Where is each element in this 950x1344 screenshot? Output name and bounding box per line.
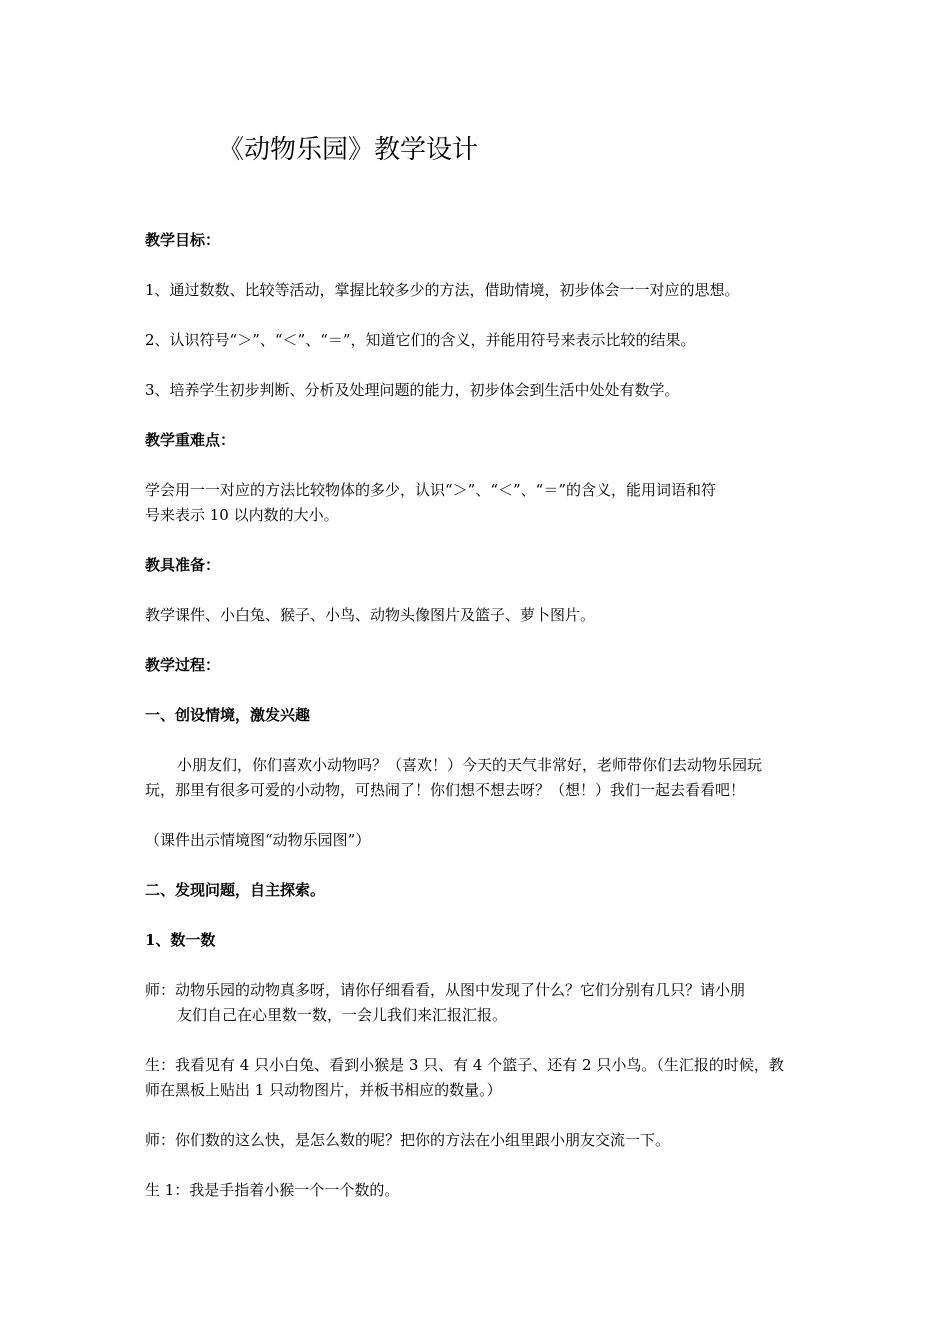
student-line-2: 生 1：我是手指着小猴一个一个数的。 (145, 1181, 400, 1199)
section-1-paragraph-line-1 (145, 753, 810, 778)
student-line-1: 生：我看见有 4 只小白兔、看到小猴是 3 只、有 4 个篮子、还有 2 只小鸟。（生汇报的时候，教 (145, 1056, 784, 1074)
tools-heading: 教具准备： (145, 556, 221, 574)
teacher-line-1-continued-text: 友们自己在心里数一数，一会儿我们来汇报汇报。 (177, 1006, 508, 1024)
key-points-heading: 教学重难点： (145, 431, 236, 449)
section-1-note: （课件出示情境图“动物乐园图”） (145, 831, 371, 849)
goal-item-2: 2、认识符号“＞”、“＜”、“＝”，知道它们的含义，并能用符号来表示比较的结果。 (145, 331, 696, 349)
goals-heading: 教学目标： (145, 231, 221, 249)
section-1-paragraph-line-1-text: 小朋友们，你们喜欢小动物吗？（喜欢！）今天的天气非常好，老师带你们去动物乐园玩 (177, 756, 763, 774)
goal-item-3: 3、培养学生初步判断、分析及处理问题的能力，初步体会到生活中处处有数学。 (145, 381, 680, 399)
section-1-heading: 一、创设情境，激发兴趣 (145, 706, 311, 724)
teacher-line-2: 师：你们数的这么快，是怎么数的呢？把你的方法在小组里跟小朋友交流一下。 (145, 1131, 671, 1149)
teacher-line-1: 师：动物乐园的动物真多呀，请你仔细看看，从图中发现了什么？它们分别有几只？请小朋 (145, 981, 746, 999)
goal-item-1: 1、通过数数、比较等活动，掌握比较多少的方法，借助情境，初步体会一一对应的思想。 (145, 281, 740, 299)
section-2-heading: 二、发现问题，自主探索。 (145, 881, 326, 899)
teacher-line-1-continued (145, 1003, 810, 1028)
key-points-line-2: 号来表示 10 以内数的大小。 (145, 506, 339, 524)
document-title: 《动物乐园》教学设计 (218, 135, 479, 165)
student-line-1-continued: 师在黑板上贴出 1 只动物图片，并板书相应的数量。） (145, 1081, 502, 1099)
process-heading: 教学过程： (145, 656, 221, 674)
section-1-paragraph-line-2: 玩，那里有很多可爱的小动物，可热闹了！你们想不想去呀？（想！）我们一起去看看吧！ (145, 781, 746, 799)
tools-text: 教学课件、小白兔、猴子、小鸟、动物头像图片及篮子、萝卜图片。 (145, 606, 596, 624)
key-points-line-1: 学会用一一对应的方法比较物体的多少，认识“＞”、“＜”、“＝”的含义，能用词语和符 (145, 481, 717, 499)
subsection-1-heading: 1、数一数 (145, 931, 216, 949)
